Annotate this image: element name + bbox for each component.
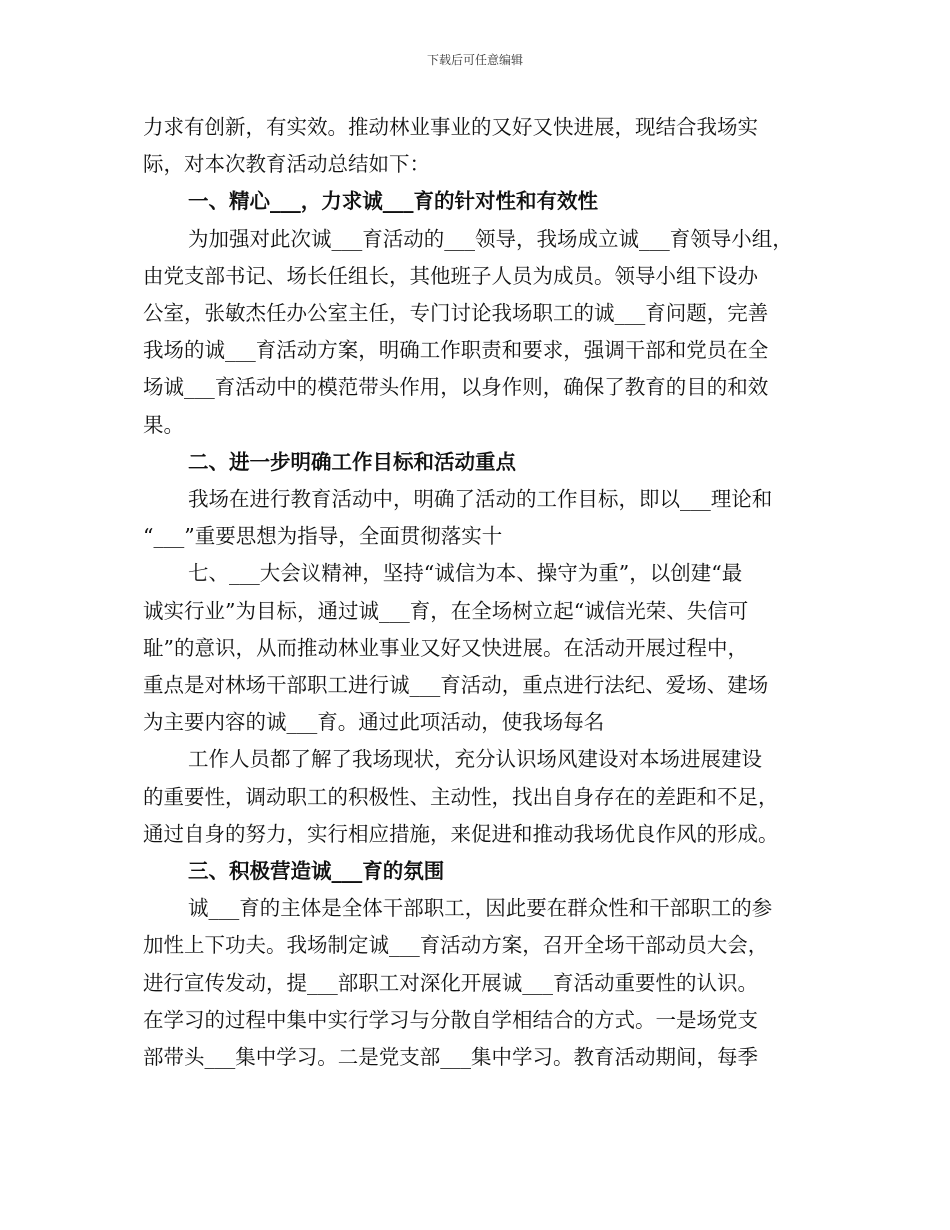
body-line: 在学习的过程中集中实行学习与分散自学相结合的方式。一是场党支 <box>143 1007 758 1032</box>
document-body <box>143 109 810 1076</box>
body-line: “___”重要思想为指导，全面贯彻落实十 <box>143 524 503 549</box>
body-line: 进行宣传发动，提___部职工对深化开展诚___育活动重要性的认识。 <box>143 970 758 995</box>
body-line: 加性上下功夫。我场制定诚___育活动方案，召开全场干部动员大会， <box>143 933 769 958</box>
body-line: 我场的诚___育活动方案，明确工作职责和要求，强调干部和党员在全 <box>143 338 769 363</box>
body-line: 场诚___育活动中的模范带头作用，以身作则，确保了教育的目的和效 <box>143 375 769 400</box>
body-line: 我场在进行教育活动中，明确了活动的工作目标，即以___理论和 <box>188 487 773 512</box>
body-line: 耻”的意识，从而推动林业事业又好又快进展。在活动开展过程中， <box>143 635 748 660</box>
section-heading-1: 一、精心___，力求诚___育的针对性和有效性 <box>188 189 598 214</box>
body-line: 重点是对林场干部职工进行诚___育活动，重点进行法纪、爱场、建场 <box>143 673 769 698</box>
body-line: 为主要内容的诚___育。通过此项活动，使我场每名 <box>143 710 605 735</box>
body-line: 力求有创新，有实效。推动林业事业的又好又快进展，现结合我场实 <box>143 115 758 139</box>
body-line: 公室，张敏杰任办公室主任，专门讨论我场职工的诚___育问题，完善 <box>143 301 769 326</box>
body-line: 诚___育的主体是全体干部职工，因此要在群众性和干部职工的参 <box>188 896 773 921</box>
page-header: 下载后可任意编辑 <box>426 53 523 67</box>
body-line: 七、___大会议精神，坚持“诚信为本、操守为重”，以创建“最 <box>188 561 743 586</box>
body-line: 工作人员都了解了我场现状，充分认识场风建设对本场进展建设 <box>188 747 762 772</box>
section-heading-2: 二、进一步明确工作目标和活动重点 <box>188 449 516 474</box>
body-line: 部带头___集中学习。二是党支部___集中学习。教育活动期间，每季 <box>143 1045 758 1070</box>
body-line: 际，对本次教育活动总结如下： <box>143 152 430 177</box>
section-heading-3: 三、积极营造诚___育的氛围 <box>188 859 445 884</box>
body-line: 诚实行业”为目标，通过诚___育，在全场树立起“诚信光荣、失信可 <box>143 598 749 623</box>
body-line: 通过自身的努力，实行相应措施，来促进和推动我场优良作风的形成。 <box>143 821 779 846</box>
body-line: 由党支部书记、场长任组长，其他班子人员为成员。领导小组下设办 <box>143 263 758 288</box>
body-line: 为加强对此次诚___育活动的___领导，我场成立诚___育领导小组， <box>188 226 793 251</box>
body-line: 的重要性，调动职工的积极性、主动性，找出自身存在的差距和不足， <box>143 784 779 809</box>
body-line: 果。 <box>143 412 184 437</box>
